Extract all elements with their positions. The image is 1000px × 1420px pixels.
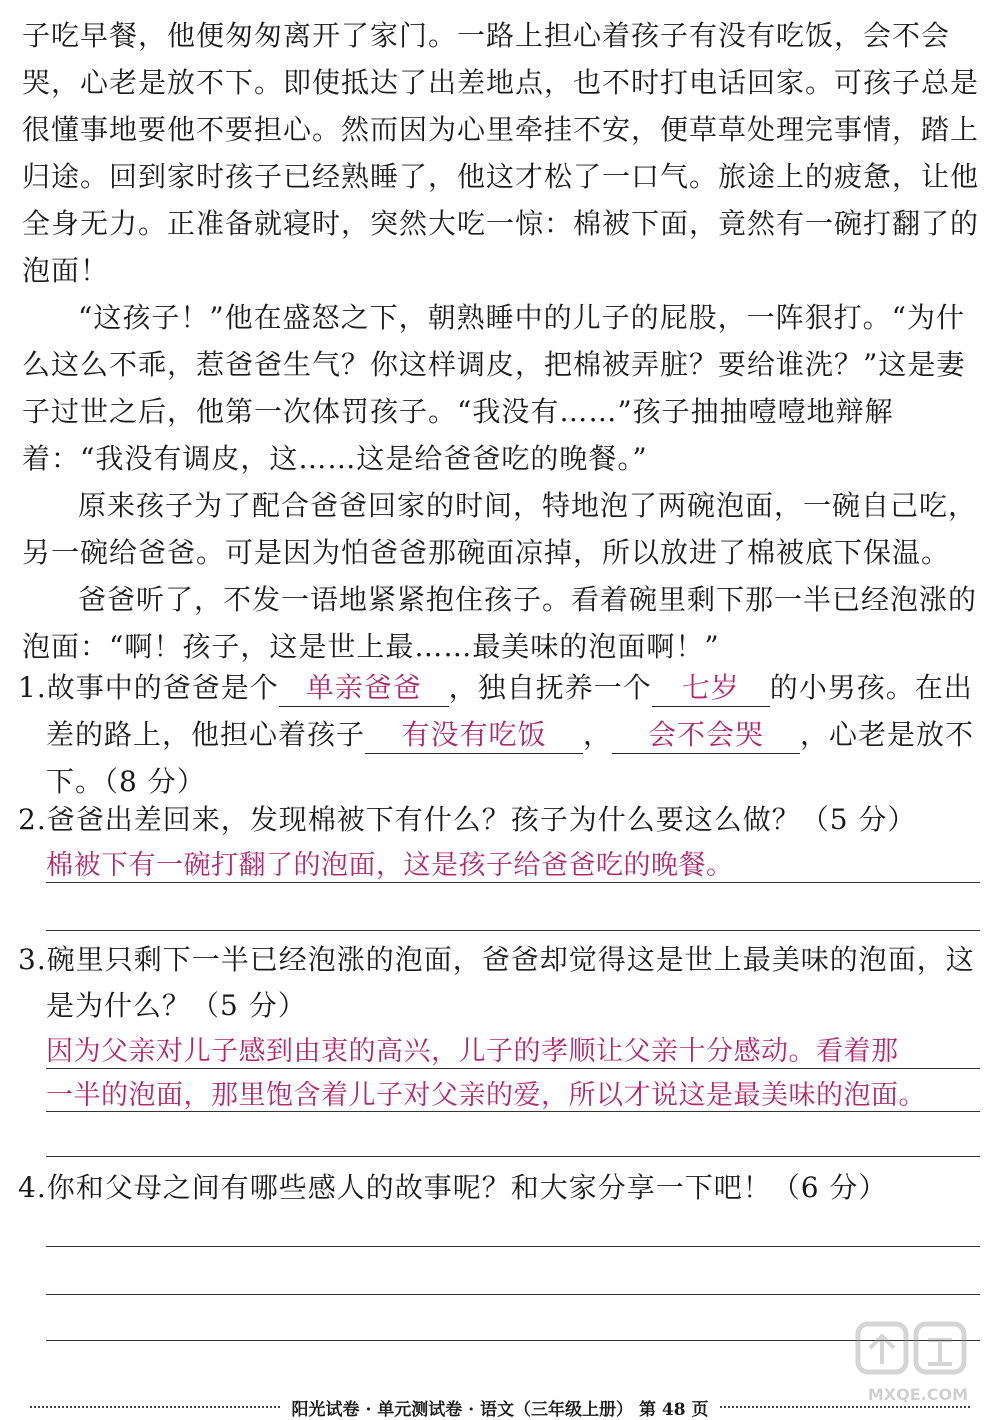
q2-answer-line-1 xyxy=(46,882,980,883)
q1-blank-3-answer[interactable]: 有没有吃饭 xyxy=(365,717,583,754)
q3-answer-line-2 xyxy=(46,1111,980,1112)
story-paragraph-3: 原来孩子为了配合爸爸回家的时间，特地泡了两碗泡面，一碗自己吃，另一碗给爸爸。可是因为怕爸爸那碗面凉掉，所以放进了棉被底下保温。 xyxy=(22,489,978,569)
q1-blank-2-answer[interactable]: 七岁 xyxy=(652,670,770,707)
question-1 xyxy=(18,664,980,805)
question-4-text: 4.你和父母之间有哪些感人的故事呢？和大家分享一下吧！（6 分） xyxy=(18,1171,888,1204)
q1-line-2 xyxy=(18,711,980,758)
q3-line-2: 是为什么？（5 分） xyxy=(46,989,307,1022)
page-footer xyxy=(30,1395,970,1419)
footer-text: 阳光试卷 · 单元测试卷 · 语文（三年级上册） 第 48 页 xyxy=(291,1399,709,1420)
q1-blank-4-answer[interactable]: 会不会哭 xyxy=(612,717,800,754)
q1-text-5: ， xyxy=(583,718,613,751)
q4-answer-line-2[interactable] xyxy=(46,1294,980,1295)
footer-left-dots xyxy=(30,1406,280,1408)
question-3-text-line-1: 3.碗里只剩下一半已经泡涨的泡面，爸爸却觉得这是世上最美味的泡面，这 xyxy=(18,943,975,976)
q1-text-1: 1.故事中的爸爸是个 xyxy=(18,671,279,704)
q4-answer-line-3[interactable] xyxy=(46,1340,980,1341)
q1-line-3: 下。（8 分） xyxy=(46,765,206,798)
story-paragraph-2: “这孩子！”他在盛怒之下，朝熟睡中的儿子的屁股，一阵狠打。“为什么这么不乖，惹爸爸生气？你这样调皮，把棉被弄脏？要给谁洗？”这是妻子过世之后，他第一次体罚孩子。“我没有……”孩子抽抽噎噎地辩解着：“我没有调皮，这……这是给爸爸吃的晚餐。” xyxy=(22,301,966,475)
watermark-text: MXQE.COM xyxy=(867,1385,968,1404)
story-paragraph-1: 子吃早餐，他便匆匆离开了家门。一路上担心着孩子有没有吃饭，会不会哭，心老是放不下。即使抵达了出差地点，也不时打电话回家。可孩子总是很懂事地要他不要担心。然而因为心里牵挂不安，便草草处理完事情，踏上归途。回到家时孩子已经熟睡了，他这才松了一口气。旅途上的疲惫，让他全身无力。正准备就寝时，突然大吃一惊：棉被下面，竟然有一碗打翻了的泡面！ xyxy=(22,19,980,287)
q1-text-2: ，独自抚养一个 xyxy=(448,671,652,704)
footer-right-dots xyxy=(720,1406,970,1408)
question-3-text-line-2 xyxy=(18,982,980,1029)
question-3-answer-line-2[interactable]: 一半的泡面，那里饱含着儿子对父亲的爱，所以才说这是最美味的泡面。 xyxy=(46,1080,926,1111)
question-2-text: 2.爸爸出差回来，发现棉被下有什么？孩子为什么要这么做？（5 分） xyxy=(18,803,917,836)
q1-text-3: 的小男孩。在出 xyxy=(769,671,973,704)
q3-answer-line-1 xyxy=(46,1068,980,1069)
q1-text-6: ，心老是放不 xyxy=(800,718,975,751)
watermark-emblem-icon xyxy=(852,1318,972,1388)
story-paragraph-4: 爸爸听了，不发一语地紧紧抱住孩子。看着碗里剩下那一半已经泡涨的泡面：“啊！孩子，这是世上最……最美味的泡面啊！” xyxy=(22,583,978,663)
q1-blank-1-answer[interactable]: 单亲爸爸 xyxy=(279,670,449,707)
question-3-answer-line-1[interactable]: 因为父亲对儿子感到由衷的高兴，儿子的孝顺让父亲十分感动。看着那 xyxy=(46,1036,899,1067)
q4-answer-line-1[interactable] xyxy=(46,1246,980,1247)
q3-answer-line-3 xyxy=(46,1156,980,1157)
question-2-answer[interactable]: 棉被下有一碗打翻了的泡面，这是孩子给爸爸吃的晚餐。 xyxy=(46,850,734,881)
q2-answer-line-2 xyxy=(46,930,980,931)
q1-text-4: 差的路上，他担心着孩子 xyxy=(46,718,366,751)
